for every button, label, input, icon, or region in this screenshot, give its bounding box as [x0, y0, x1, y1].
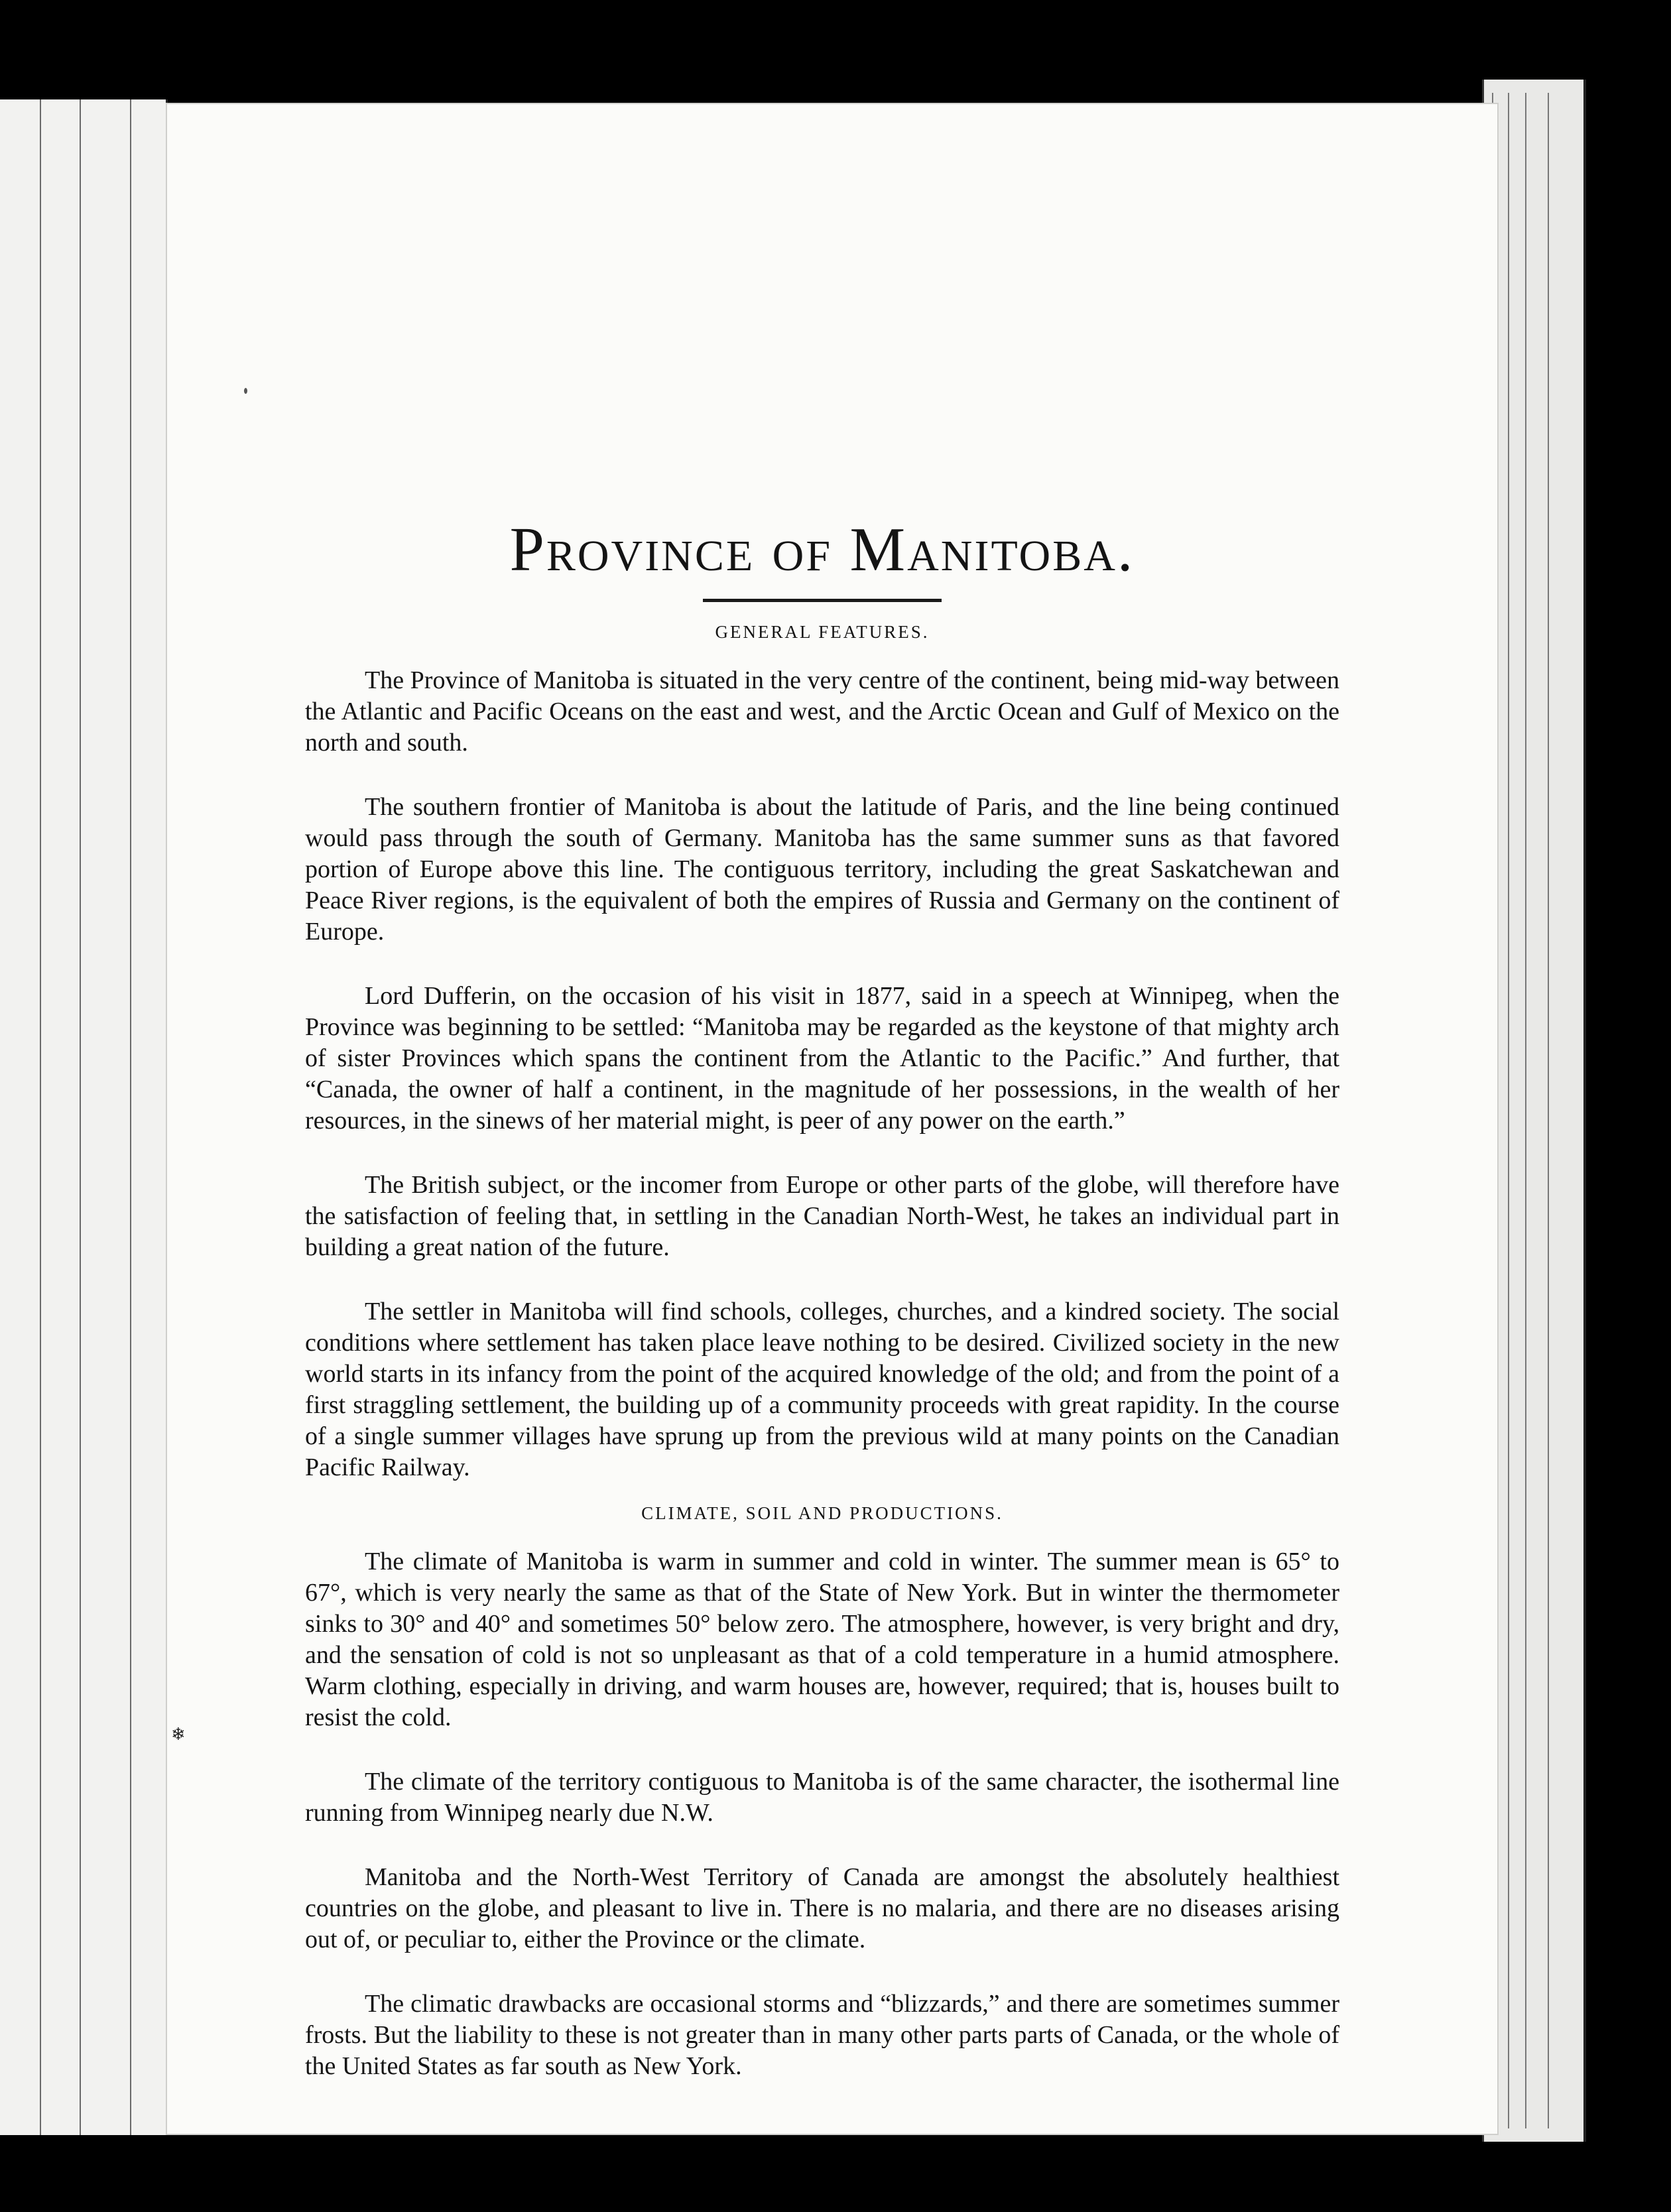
- page-edge-line: [1548, 93, 1549, 2128]
- previous-page-edge: [0, 99, 168, 2135]
- page-title: Province of Manitoba.: [509, 515, 1135, 584]
- paragraph: The southern frontier of Manitoba is about the latitude of Paris, and the line being continued would pass through the south of Germany. Manitoba has the same summer suns as that favored portion of Europe above this line. The contiguous territory, including the great Saskatchewan and Peace River regions, is the equivalent of both the empires of Russia and Germany on the continent of Europe.: [305, 793, 1339, 946]
- document-page: [166, 103, 1499, 2135]
- paragraph: The Province of Manitoba is situated in the very centre of the continent, being mid-way between the Atlantic and Pacific Oceans on the east and west, and the Arctic Ocean and Gulf of Mexico on the north and south.: [305, 666, 1339, 757]
- paragraph: The British subject, or the incomer from Europe or other parts of the globe, will therefore have the satisfaction of feeling that, in settling in the Canadian North-West, he takes an individual part in building a great nation of the future.: [305, 1171, 1339, 1262]
- paragraph: The climate of Manitoba is warm in summer and cold in winter. The summer mean is 65° to 67°, which is very nearly the same as that of the State of New York. But in winter the thermometer sinks to 30° and 40° and sometimes 50° below zero. The atmosphere, however, is very bright and dry, and the sensation of cold is not so unpleasant as that of a cold temperature in a humid atmosphere. Warm clothing, especially in driving, and warm houses are, however, required; that is, houses built to resist the cold.: [305, 1548, 1339, 1732]
- title-divider: [703, 599, 942, 602]
- paragraph: The climate of the territory contiguous to Manitoba is of the same character, the isothermal line running from Winnipeg nearly due N.W.: [305, 1768, 1339, 1827]
- page-edge-line: [130, 99, 131, 2135]
- margin-mark-icon: ❄: [171, 1725, 186, 1745]
- paragraph: The climatic drawbacks are occasional storms and “blizzards,” and there are sometimes summer frosts. But the liability to these is not greater than in many other parts parts of Canada, or the whole of the United States as far south as New York.: [305, 1990, 1339, 2081]
- page-edge-line: [1508, 93, 1509, 2128]
- page-edge-line: [40, 99, 41, 2135]
- page-edge-line: [1525, 93, 1526, 2128]
- page-edge-line: [80, 99, 81, 2135]
- paragraph: Manitoba and the North-West Territory of Canada are amongst the absolutely healthiest countries on the globe, and pleasant to live in. There is no malaria, and there are no diseases arising out of, or peculiar to, either the Province or the climate.: [305, 1863, 1339, 1954]
- paragraph: The settler in Manitoba will find schools, colleges, churches, and a kindred society. The social conditions where settlement has taken place leave nothing to be desired. Civilized society in the new world starts in its infancy from the point of the acquired knowledge of the old; and from the point of a first straggling settlement, the building up of a community proceeds with great rapidity. In the course of a single summer villages have sprung up from the previous wild at many points on the Canadian Pacific Railway.: [305, 1298, 1339, 1482]
- section-heading-general-features: GENERAL FEATURES.: [715, 622, 930, 643]
- paragraph: Lord Dufferin, on the occasion of his visit in 1877, said in a speech at Winnipeg, when the Province was beginning to be settled: “Manitoba may be regarded as the keystone of that mighty arch of sister Provinces which spans the continent from the Atlantic to the Pacific.” And further, that “Canada, the owner of half a continent, in the magnitude of her possessions, in the wealth of her resources, in the sinews of her material might, is peer of any power on the earth.”: [305, 982, 1339, 1135]
- paper-speck: [244, 388, 247, 394]
- section-heading-climate: CLIMATE, SOIL AND PRODUCTIONS.: [641, 1503, 1003, 1524]
- page-content: [305, 514, 1339, 2115]
